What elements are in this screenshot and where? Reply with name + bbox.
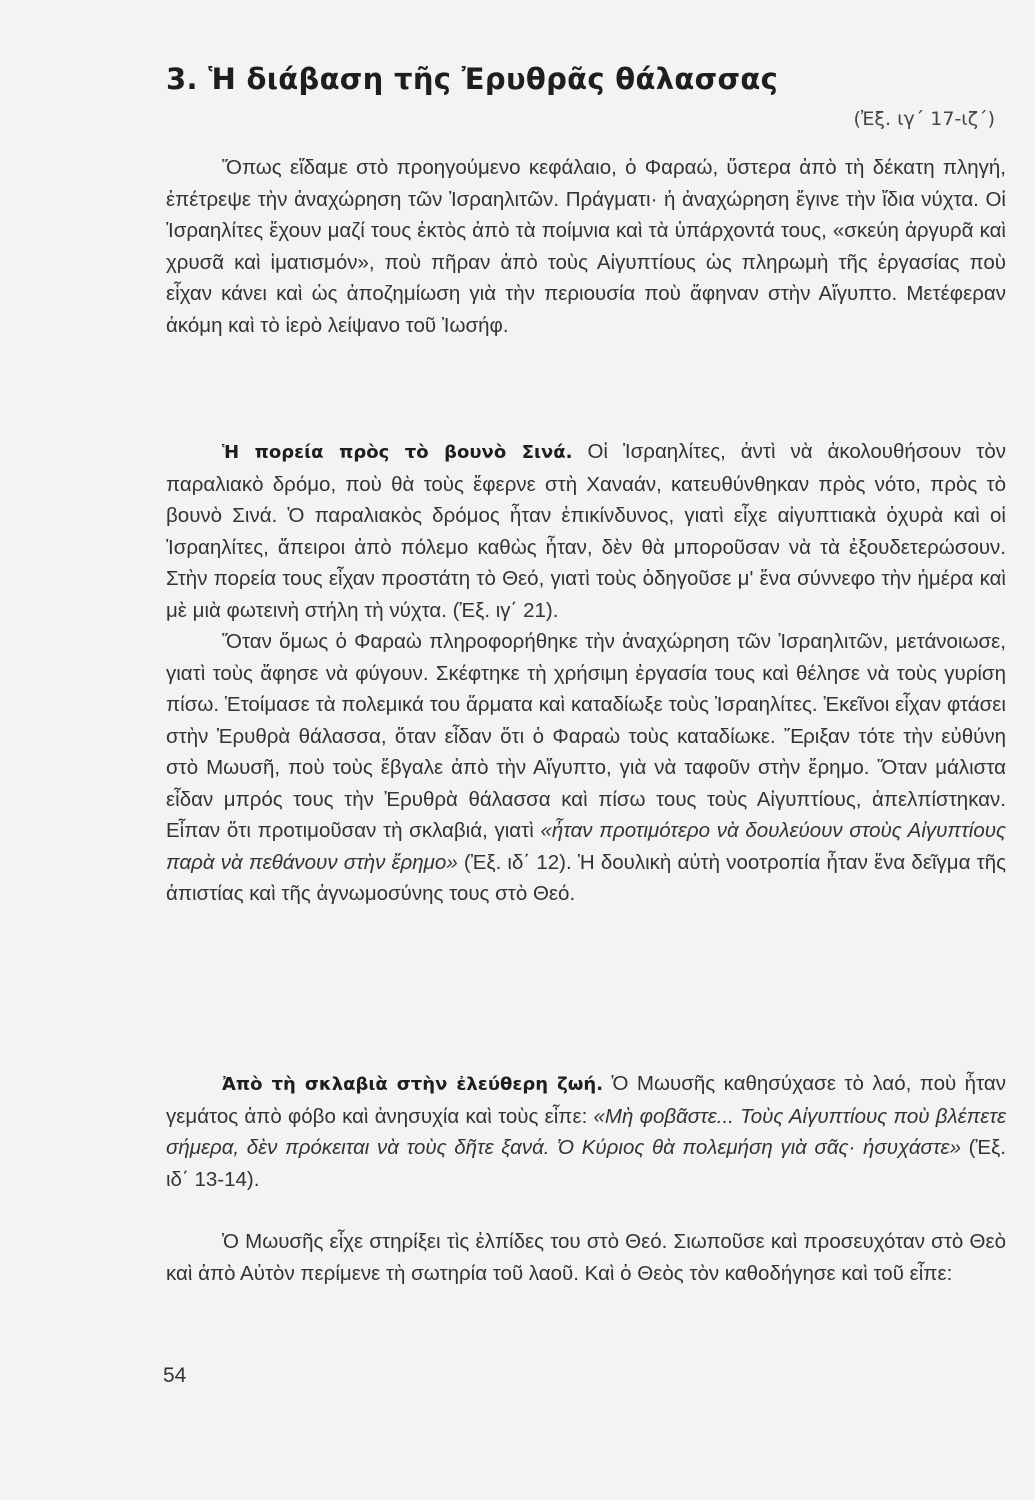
freedom-reference: (Ἐξ. ιδ΄ 13-14). (166, 1136, 1006, 1191)
pharaoh-text-before: Ὅταν ὅμως ὁ Φαραὼ πληροφορήθηκε τὴν ἀναχώρηση τῶν Ἰσραηλιτῶν, μετάνοιωσε, γιατὶ τοὺς ἄφησε νὰ φύγουν. Σκέφτηκε τὴ χρήσιμη ἐργασία τους καὶ θέλησε νὰ τοὺς γυρίση πίσω. Ἑτοίμασε τὰ πολεμικά του ἅρματα καὶ καταδίωξε τοὺς Ἰσραηλίτες. Ἐκεῖνοι εἶχαν φτάσει στὴν Ἐρυθρὰ θάλασσα, ὅταν εἶδαν ὅτι ὁ Φαραὼ τοὺς καταδίωκε. Ἔριξαν τότε τὴν εὐθύνη στὸ Μωυσῆ, ποὺ τοὺς ἔβγαλε ἀπὸ τὴν Αἴγυπτο, γιὰ νὰ ταφοῦν στὴν ἔρημο. Ὅταν μάλιστα εἶδαν μπρός τους τὴν Ἐρυθρὰ θάλασσα καὶ πίσω τους τοὺς Αἰγυπτίους, ἀπελπίστηκαν. Εἶπαν ὅτι προτιμοῦσαν τὴ σκλαβιά, γιατὶ (166, 630, 1006, 842)
freedom-quote: «Μὴ φοβᾶστε... Τοὺς Αἰγυπτίους ποὺ βλέπετε σήμερα, δὲν πρόκειται νὰ τοὺς δῆτε ξανά. Ὁ Κύριος θὰ πολεμήση γιὰ σᾶς· ἡσυχάστε» (166, 1104, 1006, 1159)
sinai-section (166, 436, 1006, 910)
pharaoh-quote: «ἦταν προτιμότερο νὰ δουλεύουν στοὺς Αἰγυπτίους παρὰ νὰ πεθάνουν στὴν ἔρημο» (166, 819, 1006, 874)
page-number: 54 (163, 1364, 187, 1387)
freedom-paragraph (166, 1068, 1006, 1195)
sinai-text: Οἱ Ἰσραηλίτες, ἀντὶ νὰ ἀκολουθήσουν τὸν παραλιακὸ δρόμο, ποὺ θὰ τοὺς ἔφερνε στὴ Χαναάν, κατευθύνθηκαν πρὸς νότο, πρὸς τὸ βουνὸ Σινά. Ὁ παραλιακὸς δρόμος ἦταν ἐπικίνδυνος, γιατὶ εἶχε αἰγυπτιακὰ ὀχυρὰ καὶ οἱ Ἰσραηλίτες, ἄπειροι ἀπὸ πόλεμο καθὼς ἦταν, δὲν θὰ μποροῦσαν νὰ τὰ ἐξουδετερώσουν. Στὴν πορεία τους εἶχαν προστάτη τὸ Θεό, γιατὶ τοὺς ὁδηγοῦσε μ' ἕνα σύννεφο τὴν ἡμέρα καὶ μὲ μιὰ φωτεινὴ στήλη τὴ νύχτα. (Ἐξ. ιγ΄ 21). (166, 440, 1006, 622)
scripture-reference: (Ἐξ. ιγ΄ 17-ιζ΄) (853, 108, 995, 130)
freedom-section (166, 1068, 1006, 1195)
pharaoh-paragraph (166, 626, 1006, 910)
freedom-text: Ὁ Μωυσῆς καθησύχασε τὸ λαό, ποὺ ἦταν γεμάτος ἀπὸ φόβο καὶ ἀνησυχία καὶ τοὺς εἶπε: (166, 1072, 1006, 1128)
section-title: 3. Ἡ διάβαση τῆς Ἐρυθρᾶς θάλασσας (166, 62, 779, 96)
intro-paragraph-block (166, 152, 1006, 341)
closing-section (166, 1226, 1006, 1289)
intro-paragraph: Ὅπως εἴδαμε στὸ προηγούμενο κεφάλαιο, ὁ Φαραώ, ὕστερα ἀπὸ τὴ δέκατη πληγή, ἐπέτρεψε τὴν ἀναχώρηση τῶν Ἰσραηλιτῶν. Πράγματι· ἡ ἀναχώρηση ἔγινε τὴν ἴδια νύχτα. Οἱ Ἰσραηλίτες ἔχουν μαζί τους ἐκτὸς ἀπὸ τὰ ποίμνια καὶ τὰ ὑπάρχοντά τους, «σκεύη ἀργυρᾶ καὶ χρυσᾶ καὶ ἱματισμόν», ποὺ πῆραν ἀπὸ τοὺς Αἰγυπτίους ὡς πληρωμὴ τῆς ἐργασίας ποὺ εἶχαν κάνει καὶ ὡς ἀποζημίωση γιὰ τὴν περιουσία ποὺ ἄφηναν στὴν Αἴγυπτο. Μετέφεραν ἀκόμη καὶ τὸ ἱερὸ λείψανο τοῦ Ἰωσήφ. (166, 156, 1006, 337)
pharaoh-text-after: (Ἐξ. ιδ΄ 12). Ἡ δουλικὴ αὐτὴ νοοτροπία ἦταν ἕνα δεῖγμα τῆς ἀπιστίας καὶ τῆς ἀγνωμοσύνης τους στὸ Θεό. (166, 850, 1006, 905)
sinai-paragraph (166, 436, 1006, 626)
sinai-heading: Ἡ πορεία πρὸς τὸ βουνὸ Σινά. (222, 442, 573, 463)
closing-paragraph: Ὁ Μωυσῆς εἶχε στηρίξει τὶς ἐλπίδες του στὸ Θεό. Σιωποῦσε καὶ προσευχόταν στὸ Θεὸ καὶ ἀπὸ Αὐτὸν περίμενε τὴ σωτηρία τοῦ λαοῦ. Καὶ ὁ Θεὸς τὸν καθοδήγησε καὶ τοῦ εἶπε: (166, 1230, 1006, 1285)
freedom-heading: Ἀπὸ τὴ σκλαβιὰ στὴν ἐλεύθερη ζωή. (222, 1074, 604, 1095)
